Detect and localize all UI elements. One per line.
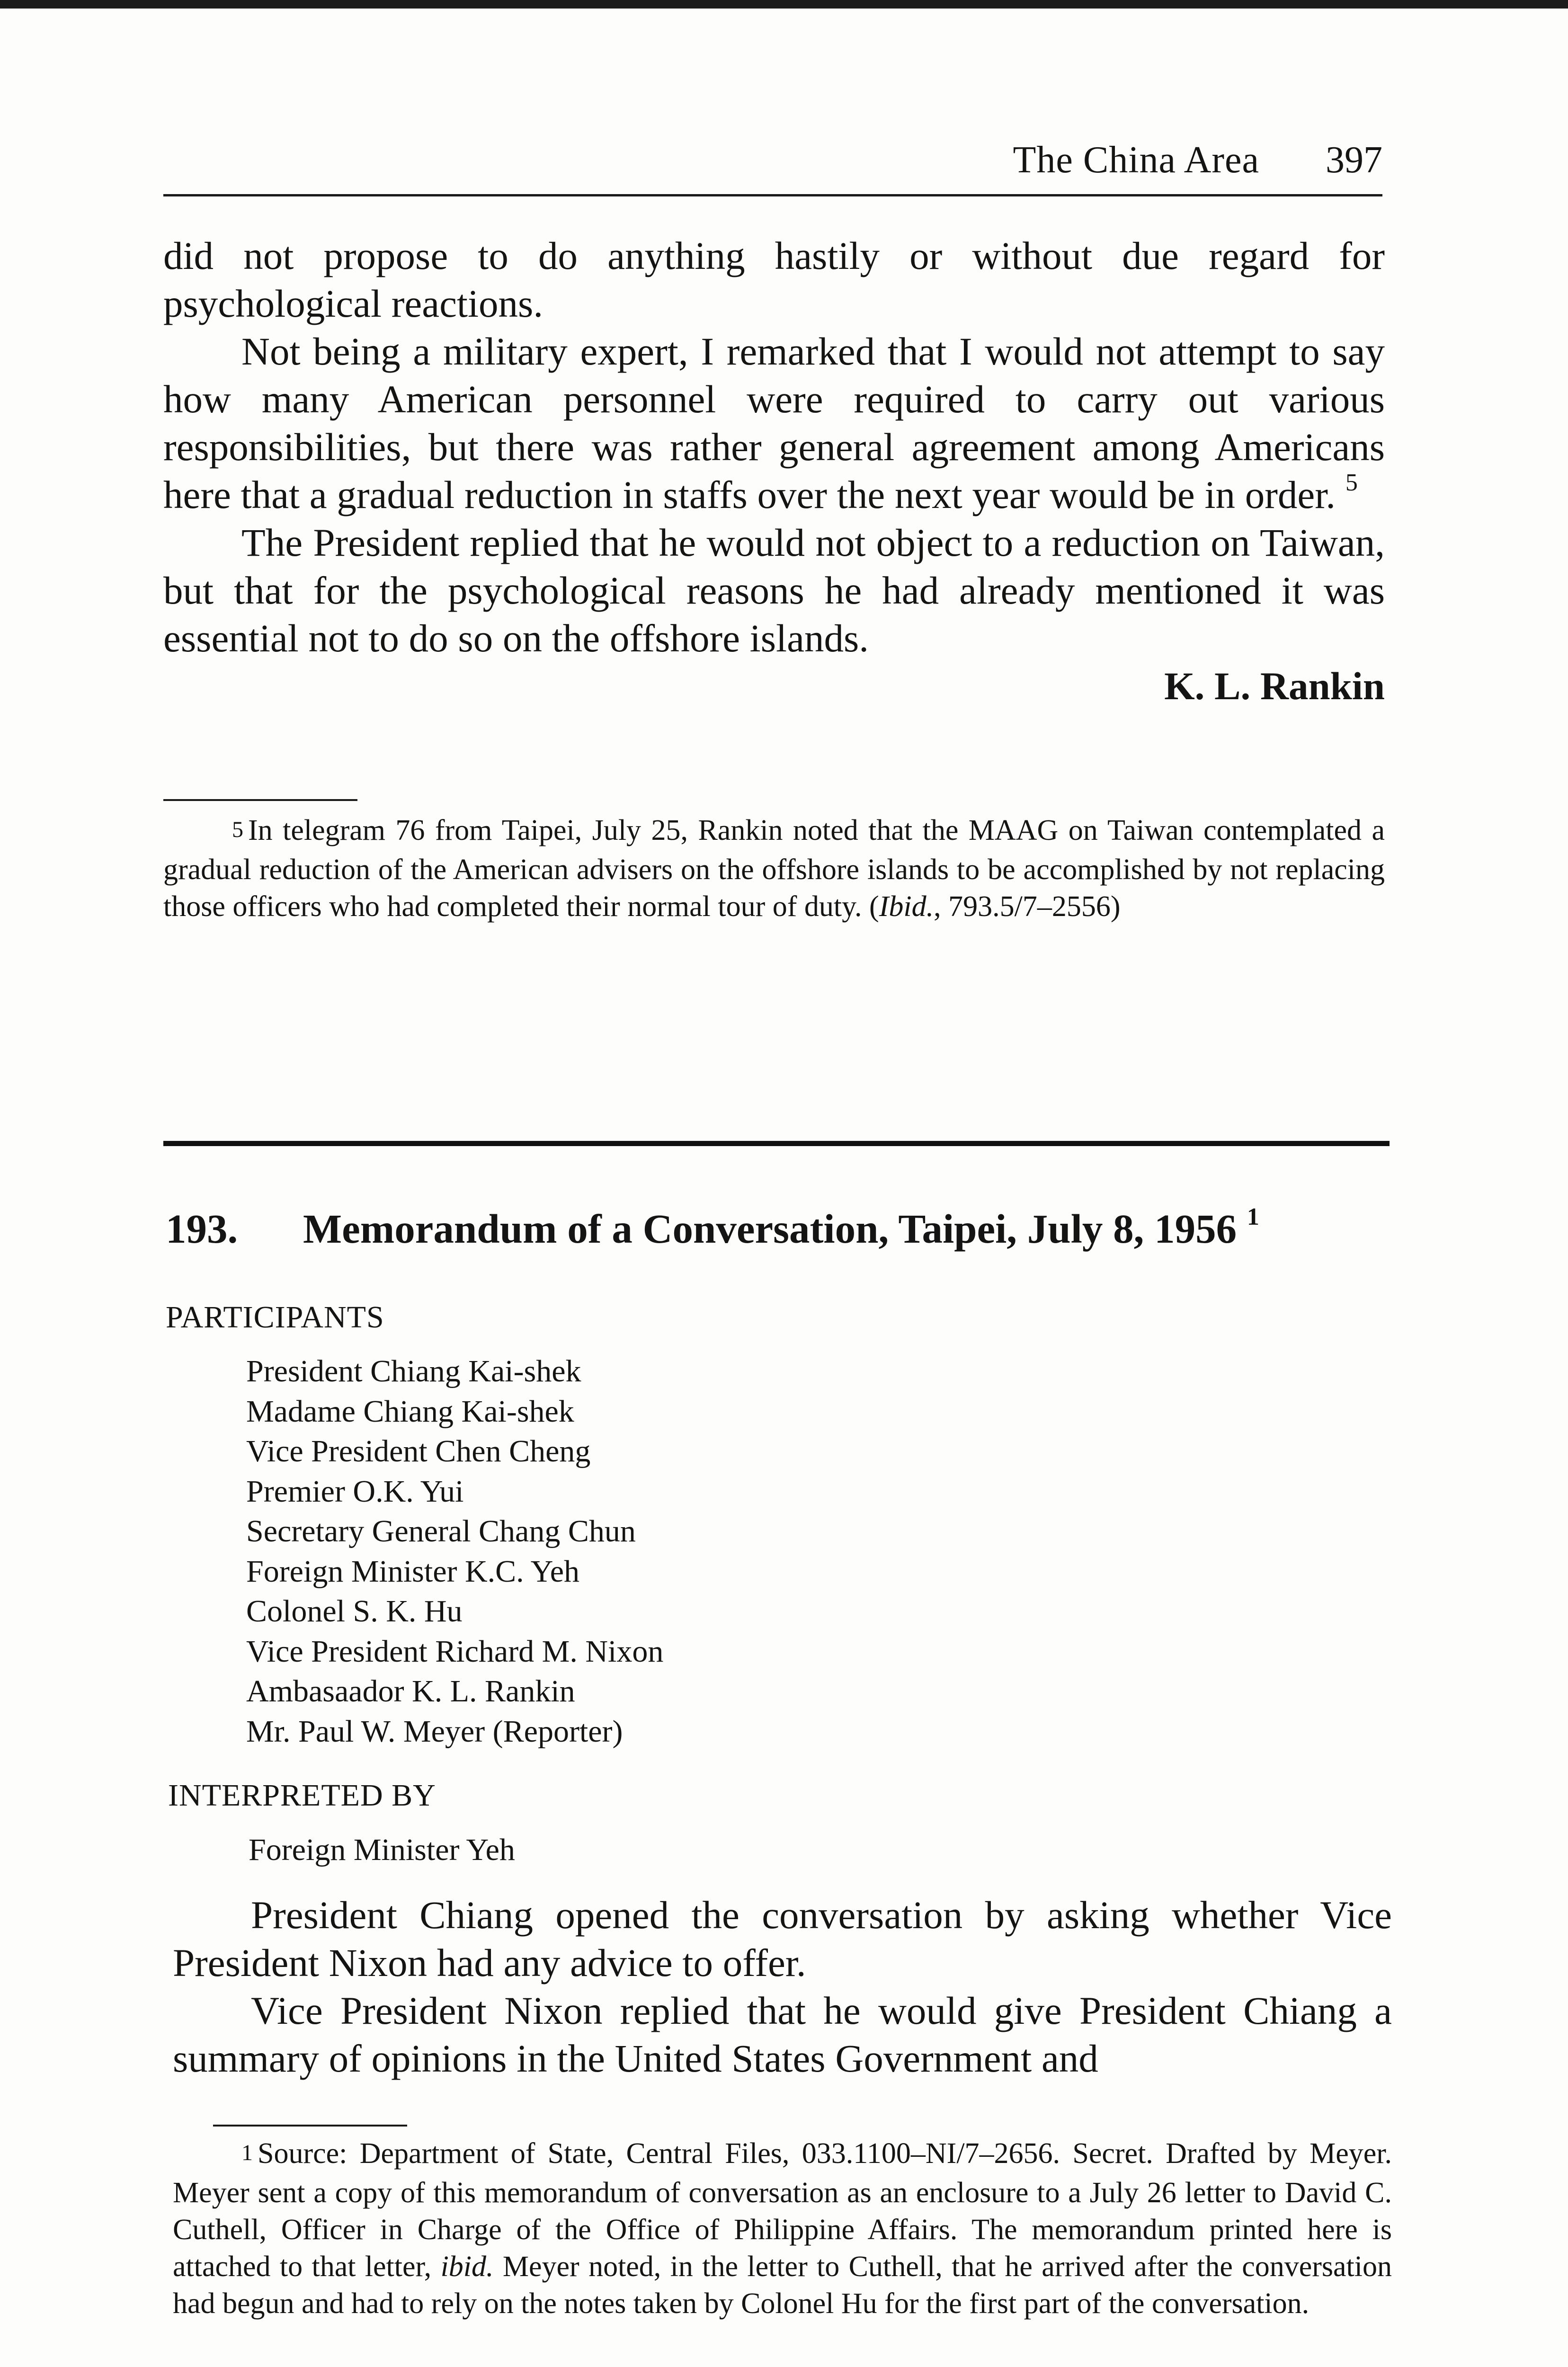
- continued-document-text: [163, 232, 1385, 710]
- running-head: [163, 135, 1382, 196]
- participant: President Chiang Kai-shek: [246, 1354, 581, 1388]
- interpreted-by-label: INTERPRETED BY: [168, 1778, 436, 1813]
- footnote-text: In telegram 76 from Taipei, July 25, Rankin noted that the MAAG on Taiwan contemplated a gradual reduction of the American advisers on the offshore islands to be accomplished by not replacing those officers who had completed their normal tour of duty. (: [163, 814, 1385, 923]
- footnote-rule: [213, 2125, 407, 2127]
- participant: Secretary General Chang Chun: [246, 1514, 636, 1548]
- paragraph-text: Not being a military expert, I remarked that I would not attempt to say how many American personnel were required to carry out various responsibilities, but there was rather general agreement among Americans here that a gradual reduction in staffs over the next year would be in order.: [163, 329, 1385, 516]
- page-number: 397: [1326, 139, 1382, 181]
- section-divider: [163, 1141, 1390, 1146]
- footnote-text-end: , 793.5/7–2556): [934, 890, 1121, 923]
- participant: Premier O.K. Yui: [246, 1474, 464, 1509]
- footnote-rule: [163, 799, 357, 801]
- footnote-number: 1: [241, 2140, 253, 2165]
- participant: Vice President Chen Cheng: [246, 1434, 591, 1468]
- footnote-text-end: Meyer noted, in the letter to Cuthell, that he arrived after the conversation had begun and had to rely on the notes taken by Colonel Hu for the first part of the conversation.: [173, 2251, 1392, 2320]
- footnote-reference: 5: [1345, 469, 1358, 497]
- participant: Foreign Minister K.C. Yeh: [246, 1554, 580, 1589]
- document-heading: [166, 1205, 1397, 1253]
- document-body: [173, 1891, 1392, 2082]
- footnote-ibid: Ibid.: [879, 890, 934, 923]
- paragraph: [163, 328, 1385, 519]
- participant: Madame Chiang Kai-shek: [246, 1394, 574, 1429]
- document-title: Memorandum of a Conversation, Taipei, July 8, 1956: [303, 1206, 1237, 1252]
- paragraph: did not propose to do anything hastily or without due regard for psychological reactions.: [163, 234, 1385, 325]
- participant: Ambasaador K. L. Rankin: [246, 1674, 575, 1709]
- running-head-title: The China Area: [1013, 139, 1259, 181]
- footnote-reference: 1: [1247, 1203, 1259, 1230]
- footnote-5: [163, 812, 1385, 925]
- footnote-ibid: ibid.: [440, 2251, 494, 2283]
- participants-label: PARTICIPANTS: [166, 1300, 384, 1335]
- signature: K. L. Rankin: [1164, 664, 1385, 708]
- paragraph: President Chiang opened the conversation by asking whether Vice President Nixon had any advice to offer.: [173, 1893, 1392, 1984]
- footnote-number: 5: [232, 817, 243, 842]
- interpreter: Foreign Minister Yeh: [249, 1833, 515, 1867]
- participant: Vice President Richard M. Nixon: [246, 1634, 664, 1669]
- paragraph: The President replied that he would not object to a reduction on Taiwan, but that for the psychological reasons he had already mentioned it was essential not to do so on the offshore islands.: [163, 521, 1385, 660]
- participants-list: [246, 1352, 663, 1752]
- participant: Colonel S. K. Hu: [246, 1594, 463, 1628]
- footnote-text: Source: Department of State, Central Files, 033.1100–NI/7–2656. Secret. Drafted by Meyer. Meyer sent a copy of this memorandum of conversation as an enclosure to a July 26 letter to David C. Cuthell, Officer in Charge of the Office of Philippine Affairs. The memorandum printed here is attached to that letter,: [173, 2137, 1392, 2283]
- paragraph: Vice President Nixon replied that he would give President Chiang a summary of opinions in the United States Government and: [173, 1989, 1392, 2080]
- footnote-1: [173, 2135, 1392, 2322]
- participant: Mr. Paul W. Meyer (Reporter): [246, 1714, 623, 1749]
- document-number: 193.: [166, 1206, 238, 1252]
